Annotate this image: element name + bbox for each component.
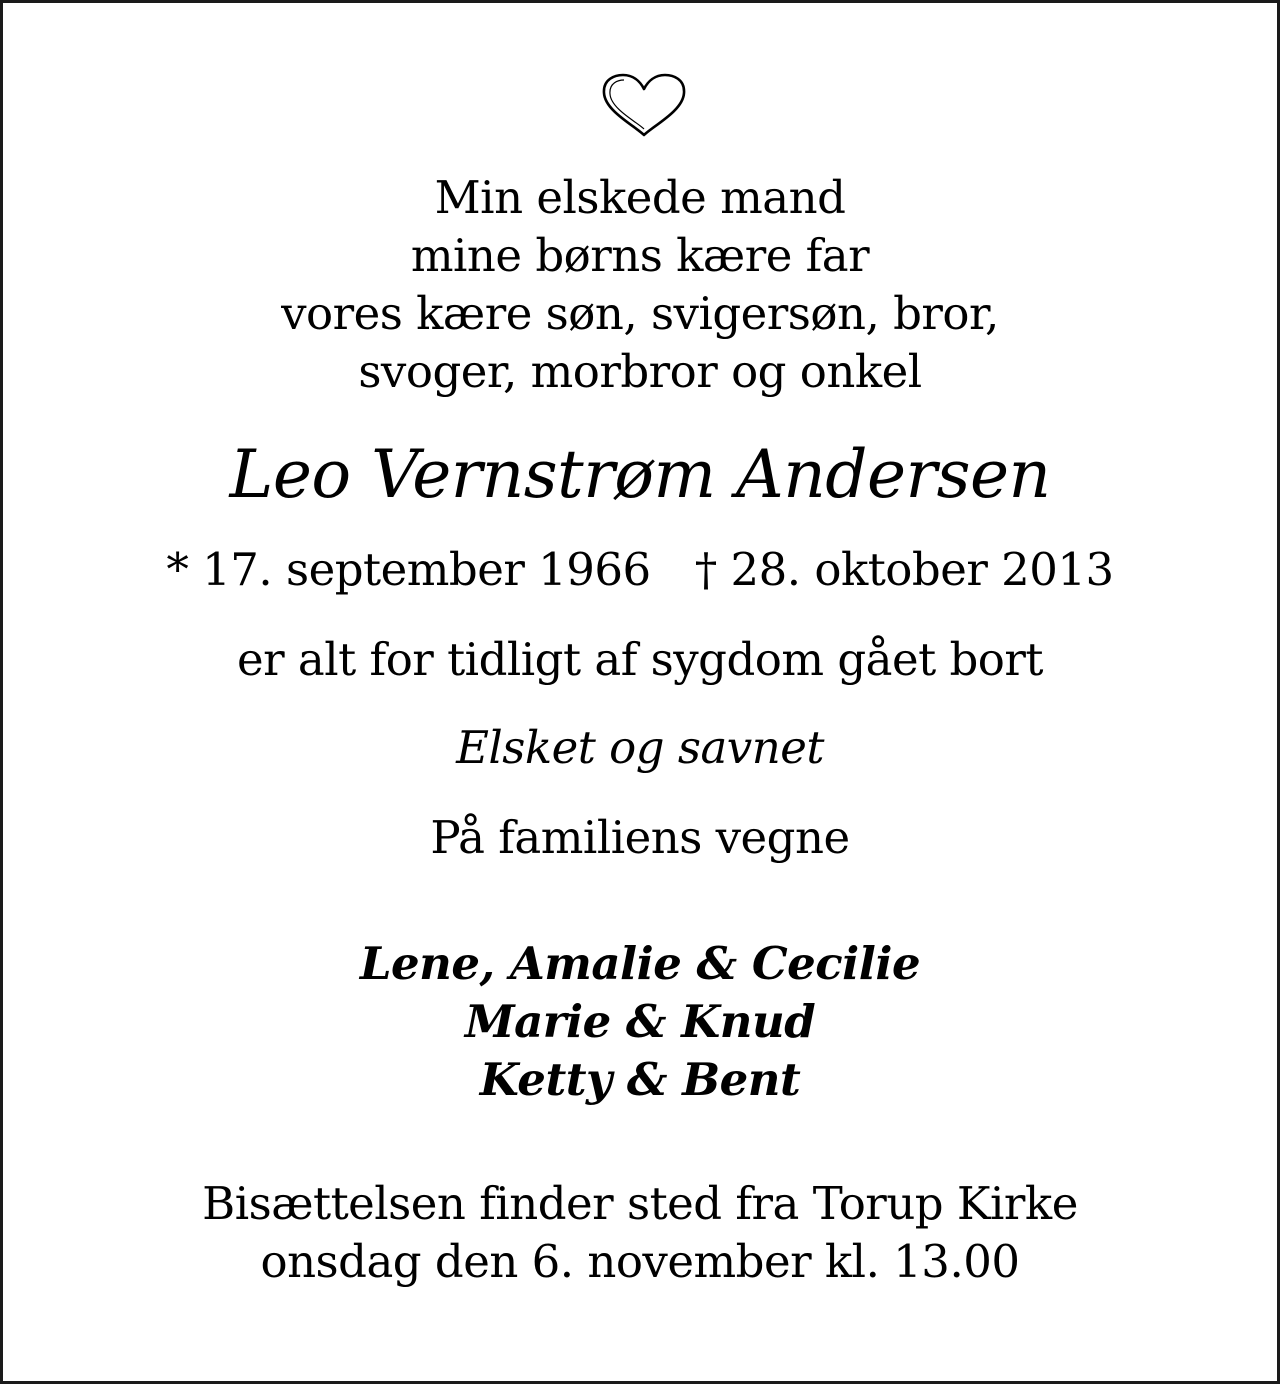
loved-and-missed-text: Elsket og savnet (456, 721, 824, 774)
intro-text (3, 169, 1277, 401)
on-behalf-text: På familiens vegne (430, 811, 850, 864)
family-line: Ketty & Bent (479, 1053, 801, 1106)
intro-line: svoger, morbror og onkel (358, 345, 922, 398)
funeral-info (3, 1175, 1277, 1291)
funeral-line: onsdag den 6. november kl. 13.00 (260, 1235, 1020, 1288)
death-date: † 28. oktober 2013 (694, 543, 1114, 596)
heart-outline-icon (599, 71, 689, 139)
passed-away-text: er alt for tidligt af sygdom gået bort (236, 633, 1043, 686)
funeral-line: Bisættelsen finder sted fra Torup Kirke (202, 1177, 1078, 1230)
life-dates (3, 541, 1277, 599)
family-signatures (3, 935, 1277, 1109)
family-line: Lene, Amalie & Cecilie (359, 937, 921, 990)
family-line: Marie & Knud (464, 995, 816, 1048)
intro-line: Min elskede mand (434, 171, 846, 224)
intro-line: vores kære søn, svigersøn, bror, (281, 287, 999, 340)
deceased-name: Leo Vernstrøm Andersen (229, 436, 1051, 513)
birth-date: * 17. september 1966 (166, 543, 651, 596)
intro-line: mine børns kære far (410, 229, 870, 282)
